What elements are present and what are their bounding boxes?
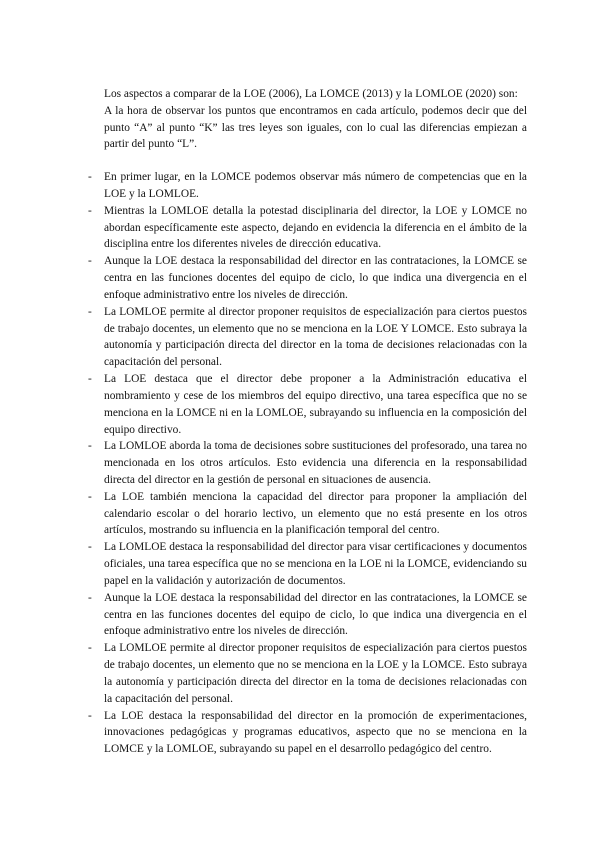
bullet-dash: - <box>88 642 92 655</box>
bullet-dash: - <box>88 440 92 453</box>
list-item <box>88 708 527 758</box>
list-item <box>88 371 527 438</box>
list-item-text: La LOMLOE destaca la responsabilidad del director para visar certificaciones y documentos oficiales, una tarea específica que no se menciona en la LOE ni la LOMCE, evidenciando su papel en la validación y autorización de documentos. <box>104 541 527 587</box>
bullet-dash: - <box>88 541 92 554</box>
list-item-text: La LOMLOE permite al director proponer requisitos de especialización para ciertos puestos de trabajo docentes, un elemento que no se menciona en la LOE Y LOMCE. Esto subraya la autonomía y participación directa del director en la toma de decisiones relacionadas con la capacitación del personal. <box>104 305 527 369</box>
list-item <box>88 304 527 371</box>
list-item-text: Aunque la LOE destaca la responsabilidad del director en las contrataciones, la LOMCE se centra en las funciones docentes del equipo de ciclo, lo que indica una divergencia en el enfoque administrativo entre los niveles de dirección. <box>104 591 527 638</box>
list-item-text: La LOMLOE aborda la toma de decisiones sobre sustituciones del profesorado, una tarea no mencionada en los otros artículos. Esto evidencia una diferencia en la responsabilidad directa del director en la gestión de personal en situaciones de ausencia. <box>104 440 527 486</box>
list-item-text: La LOMLOE permite al director proponer requisitos de especialización para ciertos puestos de trabajo docentes, un elemento que no se menciona en la LOE y la LOMCE. Esto subraya la autonomía y participación directa del director en la toma de decisiones relacionadas con la capacitación del personal. <box>104 642 527 705</box>
bullet-dash: - <box>88 255 92 268</box>
bullet-dash: - <box>88 490 92 503</box>
list-item <box>88 590 527 640</box>
list-item <box>88 539 527 589</box>
list-item-text: Aunque la LOE destaca la responsabilidad del director en las contrataciones, la LOMCE se centra en las funciones docentes del equipo de ciclo, lo que indica una divergencia en el enfoque administrativo entre los niveles de dirección. <box>104 255 527 301</box>
list-item-text: Mientras la LOMLOE detalla la potestad disciplinaria del director, la LOE y LOMCE no abordan específicamente este aspecto, dejando en evidencia la diferencia en el ámbito de la disciplina entre los diferentes niveles de dirección educativa. <box>104 204 527 251</box>
list-item-text: La LOE destaca que el director debe proponer a la Administración educativa el nombramiento y cese de los miembros del equipo directivo, una tarea específica que no se menciona en la LOMCE ni en la LOMLOE, subrayando su influencia en la composición del equipo directivo. <box>104 373 527 436</box>
list-item <box>88 203 527 253</box>
bullet-dash: - <box>88 591 92 604</box>
list-item <box>88 489 527 539</box>
bullet-dash: - <box>88 171 92 184</box>
list-item-text: En primer lugar, en la LOMCE podemos observar más número de competencias que en la LOE y la LOMLOE. <box>104 171 527 200</box>
list-item <box>88 640 527 707</box>
bullet-dash: - <box>88 204 92 217</box>
intro-heading: Los aspectos a comparar de la LOE (2006), La LOMCE (2013) y la LOMLOE (2020) son: <box>104 88 518 100</box>
document-body <box>88 86 527 758</box>
list-item-text: La LOE destaca la responsabilidad del director en la promoción de experimentaciones, innovaciones pedagógicas y programas educativos, aspecto que no se menciona en la LOMCE y la LOMLOE, subrayando su papel en el desarrollo pedagógico del centro. <box>104 709 527 756</box>
bullet-dash: - <box>88 709 92 722</box>
list-item <box>88 438 527 488</box>
list-item <box>88 169 527 203</box>
list-item <box>88 253 527 303</box>
intro-paragraph: A la hora de observar los puntos que encontramos en cada artículo, podemos decir que del punto “A” al punto “K” las tres leyes son iguales, con lo cual las diferencias empiezan a partir del punto “L”. <box>104 104 527 151</box>
bullet-dash: - <box>88 373 92 386</box>
bullet-dash: - <box>88 305 92 318</box>
list-item-text: La LOE también menciona la capacidad del director para proponer la ampliación del calendario escolar o del horario lectivo, un elemento que no está presente en los otros artículos, mostrando su influencia en la planificación temporal del centro. <box>104 490 527 537</box>
comparison-list <box>88 169 527 758</box>
paragraph-spacer <box>104 153 527 169</box>
